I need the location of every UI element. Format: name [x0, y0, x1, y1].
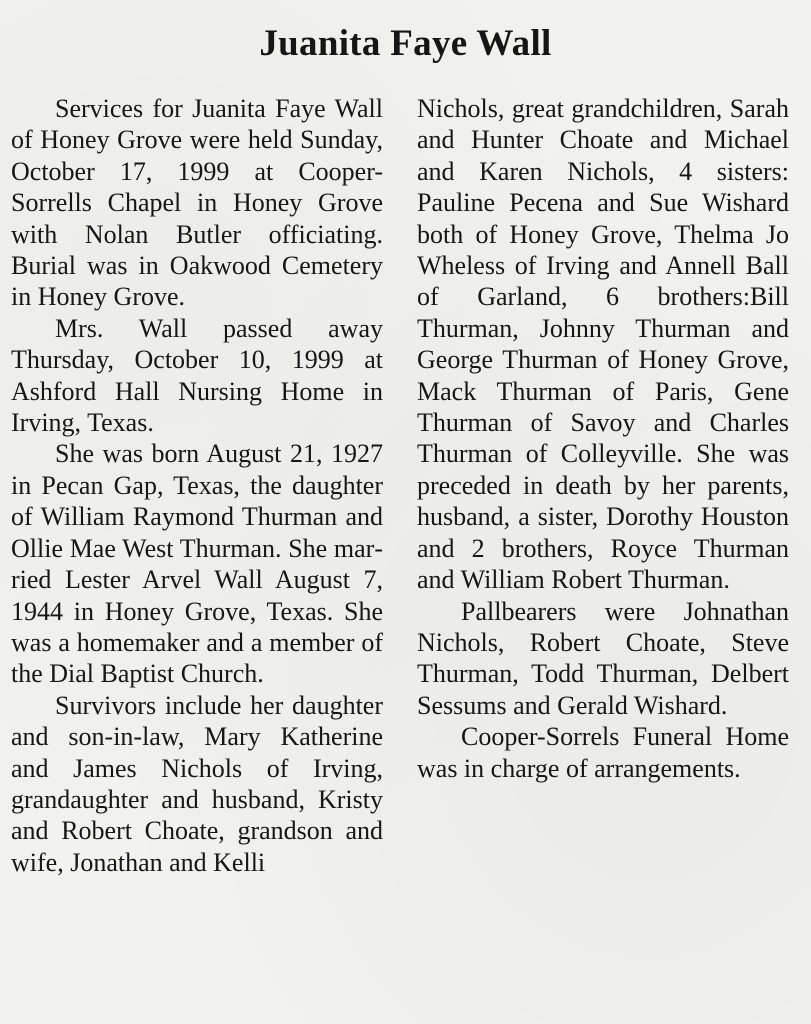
paragraph-survivors: Survivors include her daughter and son-in-law, Mary Katherine and James Nichols of Irving, grandaughter and husband, Kristy and Robert Choate, grandson and wife, Jonathan and Kelli — [11, 690, 383, 877]
paragraph-death: Mrs. Wall passed away Thursday, October 10, 1999 at Ashford Hall Nursing Home in Irving, Texas. — [11, 313, 383, 438]
paragraph-survivors-continued: Nichols, great grandchildren, Sarah and Hunter Choate and Michael and Karen Nichols, 4 sisters: Pauline Pecena and Sue Wishard both of Honey Grove, Thelma Jo Wheless of Irving and Annell Ball of Garland, 6 brothers:Bill Thurman, Johnny Thurman and George Thurman of Honey Grove, Mack Thurman of Paris, Gene Thurman of Savoy and Charles Thurman of Colleyville. She was preceded in death by her parents, husband, a sister, Dorothy Houston and 2 brothers, Royce Thurman and William Robert Thurman. — [417, 94, 789, 595]
paragraph-birth: She was born August 21, 1927 in Pecan Gap, Texas, the daughter of William Raymond Thurman and Ollie Mae West Thurman. She married Lester Arvel Wall August 7, 1944 in Honey Grove, Texas. She was a homemaker and a member of the Dial Baptist Church. — [11, 439, 383, 689]
obituary-title: Juanita Faye Wall — [259, 23, 552, 64]
left-column — [11, 93, 383, 878]
right-column — [417, 93, 789, 784]
paragraph-funeral-home: Cooper-Sorrels Funeral Home was in charge of arrangements. — [417, 722, 789, 783]
paragraph-pallbearers: Pallbearers were Johnathan Nichols, Robert Choate, Steve Thurman, Todd Thurman, Delbert Sessums and Gerald Wishard. — [417, 596, 789, 720]
paragraph-services: Services for Juanita Faye Wall of Honey Grove were held Sunday, October 17, 1999 at Cooper-Sorrells Chapel in Honey Grove with Nolan Butler officiating. Burial was in Oakwood Cemetery in Honey Grove. — [11, 94, 383, 312]
